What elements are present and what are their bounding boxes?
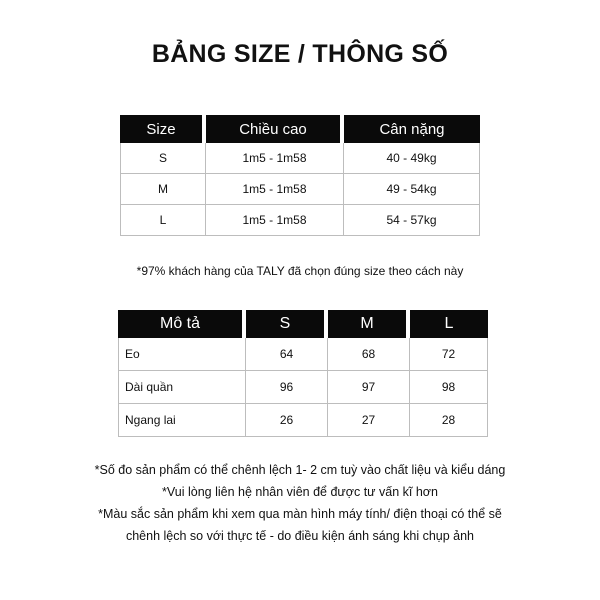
description-cell: Eo: [118, 338, 246, 371]
value-cell: 72: [410, 338, 488, 371]
value-cell: 27: [328, 404, 410, 437]
weight-cell: 40 - 49kg: [344, 143, 480, 174]
table-row: [120, 205, 480, 236]
header-description: Mô tả: [118, 310, 246, 338]
value-cell: 28: [410, 404, 488, 437]
footer-notes: [0, 459, 600, 547]
header-weight: Cân nặng: [344, 115, 480, 143]
size-cell: M: [120, 174, 206, 205]
header-s: S: [246, 310, 328, 338]
note-measurement-variance: *Số đo sản phẩm có thể chênh lệch 1- 2 cm tuỳ vào chất liệu và kiểu dáng: [94, 463, 506, 477]
weight-cell: 54 - 57kg: [344, 205, 480, 236]
description-cell: Dài quần: [118, 371, 246, 404]
measurement-table: [118, 310, 488, 437]
note-contact-staff: *Vui lòng liên hệ nhân viên để được tư vấn kĩ hơn: [162, 485, 438, 499]
table-row: [118, 404, 488, 437]
value-cell: 26: [246, 404, 328, 437]
note-color-variance: *Màu sắc sản phẩm khi xem qua màn hình máy tính/ điện thoại có thể sẽ: [98, 507, 502, 521]
header-l: L: [410, 310, 488, 338]
weight-cell: 49 - 54kg: [344, 174, 480, 205]
height-cell: 1m5 - 1m58: [206, 205, 344, 236]
header-height: Chiều cao: [206, 115, 344, 143]
description-cell: Ngang lai: [118, 404, 246, 437]
table-row: [118, 371, 488, 404]
size-table: [120, 115, 480, 236]
size-cell: S: [120, 143, 206, 174]
table-row: [120, 174, 480, 205]
table-row: [120, 143, 480, 174]
header-m: M: [328, 310, 410, 338]
note-color-variance-cont: chênh lệch so với thực tế - do điều kiện ánh sáng khi chụp ảnh: [125, 529, 475, 543]
value-cell: 97: [328, 371, 410, 404]
value-cell: 64: [246, 338, 328, 371]
measurement-table-header: [118, 310, 488, 338]
size-table-header: [120, 115, 480, 143]
value-cell: 68: [328, 338, 410, 371]
value-cell: 96: [246, 371, 328, 404]
height-cell: 1m5 - 1m58: [206, 143, 344, 174]
value-cell: 98: [410, 371, 488, 404]
header-size: Size: [120, 115, 206, 143]
size-note: *97% khách hàng của TALY đã chọn đúng size theo cách này: [136, 264, 464, 278]
page-title: BẢNG SIZE / THÔNG SỐ: [151, 40, 449, 68]
table-row: [118, 338, 488, 371]
size-cell: L: [120, 205, 206, 236]
height-cell: 1m5 - 1m58: [206, 174, 344, 205]
